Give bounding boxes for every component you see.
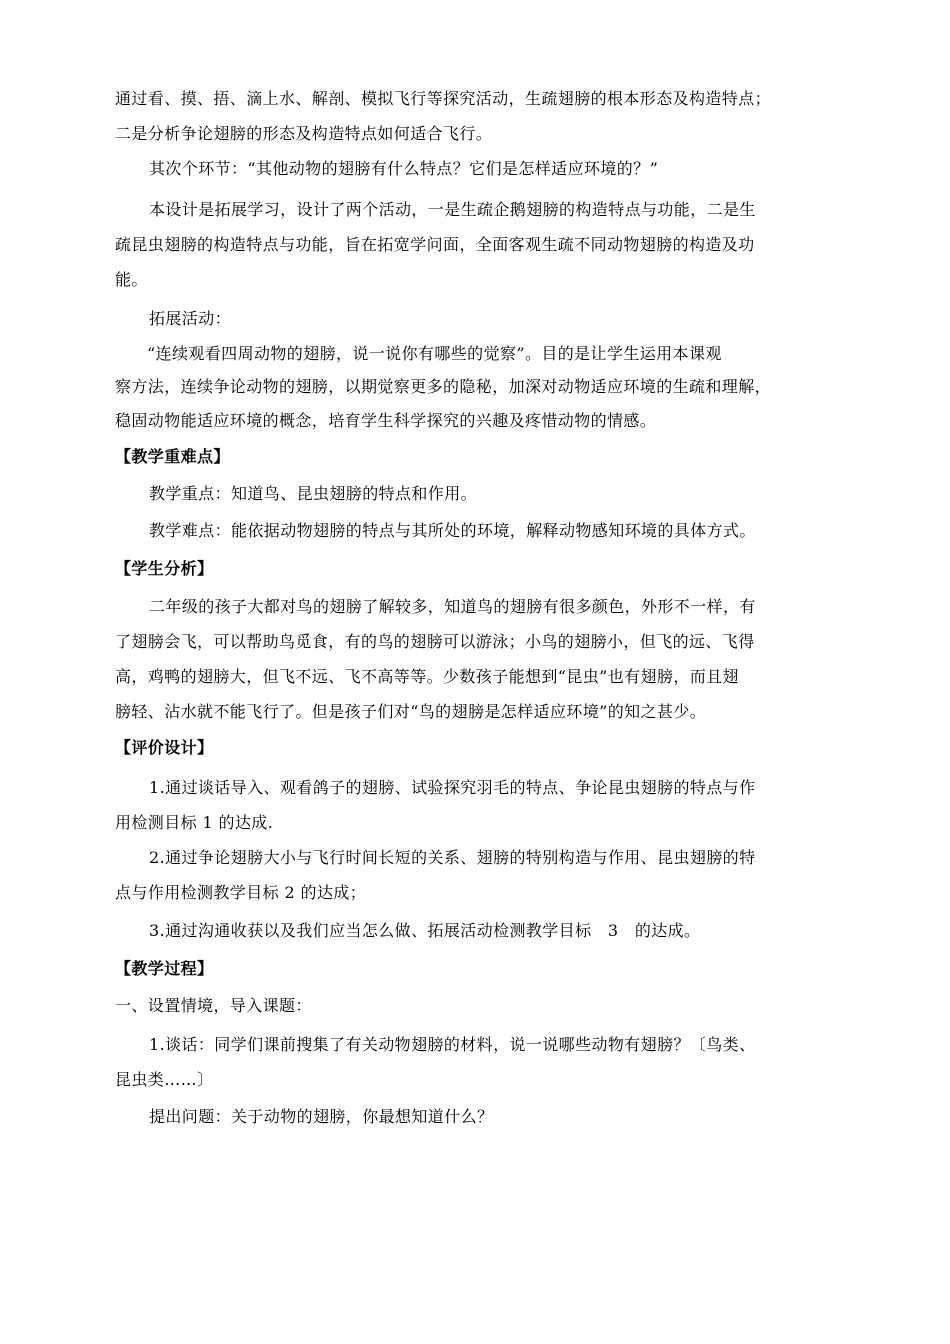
paragraph-line: 疏昆虫翅膀的构造特点与功能，旨在拓宽学问面，全面客观生疏不同动物翅膀的构造及功 xyxy=(115,235,755,254)
paragraph-line: 3.通过沟通收获以及我们应当怎么做、拓展活动检测教学目标 3 的达成。 xyxy=(149,921,701,940)
section-heading-process: 【教学过程】 xyxy=(115,959,214,978)
section-heading-student-analysis: 【学生分析】 xyxy=(115,559,214,578)
paragraph-line: 能。 xyxy=(115,270,148,289)
paragraph-line: 拓展活动： xyxy=(149,309,232,328)
paragraph-line: 用检测目标 1 的达成. xyxy=(115,813,274,832)
paragraph-line: 其次个环节：“其他动物的翅膀有什么特点？它们是怎样适应环境的？” xyxy=(149,159,659,178)
paragraph-line: 膀轻、沾水就不能飞行了。但是孩子们对“鸟的翅膀是怎样适应环境”的知之甚少。 xyxy=(115,702,707,721)
teaching-difficulty: 教学难点：能依据动物翅膀的特点与其所处的环境，解释动物感知环境的具体方式。 xyxy=(149,521,756,540)
paragraph-line: 提出问题：关于动物的翅膀，你最想知道什么？ xyxy=(149,1107,494,1126)
paragraph-line: 一、设置情境，导入课题： xyxy=(115,996,312,1015)
paragraph-line: 二是分析争论翅膀的形态及构造特点如何适合飞行。 xyxy=(115,124,493,143)
paragraph-line: 通过看、摸、捂、滴上水、解剖、模拟飞行等探究活动，生疏翅膀的根本形态及构造特点； xyxy=(115,89,772,108)
paragraph-line: 察方法，连续争论动物的翅膀，以期觉察更多的隐秘，加深对动物适应环境的生疏和理解， xyxy=(115,377,772,396)
section-heading-evaluation: 【评价设计】 xyxy=(115,738,214,757)
paragraph-line: 二年级的孩子大都对鸟的翅膀了解较多，知道鸟的翅膀有很多颜色，外形不一样，有 xyxy=(149,597,756,616)
paragraph-line: 本设计是拓展学习，设计了两个活动，一是生疏企鹅翅膀的构造特点与功能，二是生 xyxy=(149,200,756,219)
section-heading-key-points: 【教学重难点】 xyxy=(115,447,230,466)
paragraph-line: 高，鸡鸭的翅膀大，但飞不远、飞不高等等。少数孩子能想到“昆虫”也有翅膀，而且翅 xyxy=(115,667,739,686)
paragraph-line: “连续观看四周动物的翅膀，说一说你有哪些的觉察”。目的是让学生运用本课观 xyxy=(147,344,722,363)
paragraph-line: 1.谈话：同学们课前搜集了有关动物翅膀的材料，说一说哪些动物有翅膀？〔鸟类、 xyxy=(149,1035,756,1054)
paragraph-line: 昆虫类……〕 xyxy=(115,1070,214,1089)
paragraph-line: 点与作用检测教学目标 2 的达成； xyxy=(115,883,367,902)
paragraph-line: 稳固动物能适应环境的概念，培育学生科学探究的兴趣及疼惜动物的情感。 xyxy=(115,411,657,430)
paragraph-line: 2.通过争论翅膀大小与飞行时间长短的关系、翅膀的特别构造与作用、昆虫翅膀的特 xyxy=(149,848,756,867)
teaching-focus: 教学重点：知道鸟、昆虫翅膀的特点和作用。 xyxy=(149,484,478,503)
paragraph-line: 了翅膀会飞，可以帮助鸟觅食，有的鸟的翅膀可以游泳；小鸟的翅膀小，但飞的远、飞得 xyxy=(115,632,755,651)
paragraph-line: 1.通过谈话导入、观看鸽子的翅膀、试验探究羽毛的特点、争论昆虫翅膀的特点与作 xyxy=(149,778,756,797)
